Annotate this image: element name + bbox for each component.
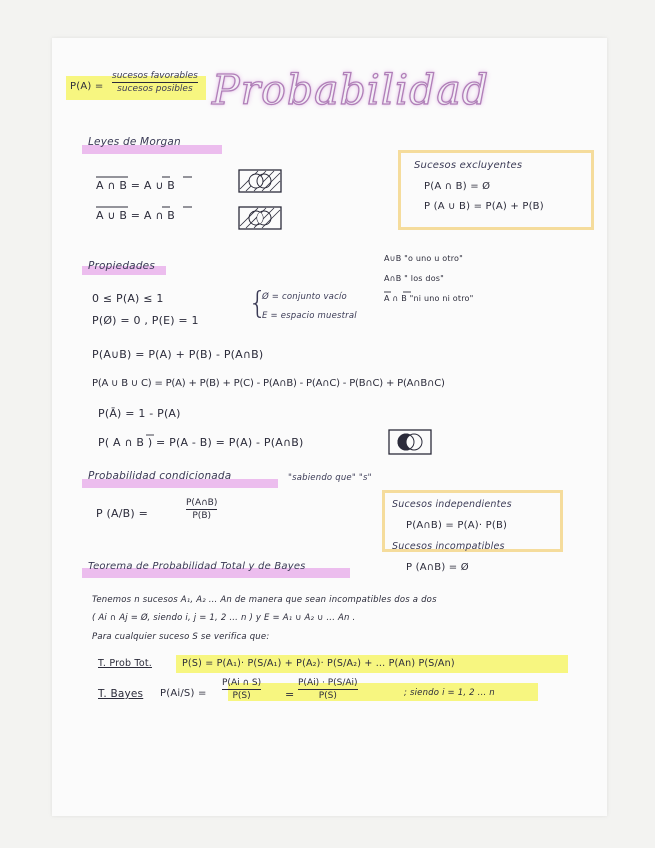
incompatible-title: Sucesos incompatibles [392, 541, 505, 552]
property-1: 0 ≤ P(A) ≤ 1 [92, 292, 164, 305]
conditional-fraction [186, 498, 217, 521]
page-title: Probabilidad [212, 66, 490, 114]
venn-diagram-icon [388, 429, 432, 455]
bayes-line-2: ( Ai ∩ Aj = Ø, siendo i, j = 1, 2 ... n ) y E = A₁ ∪ A₂ ∪ ... An . [92, 613, 356, 623]
property-6-overline [98, 433, 178, 437]
properties-heading: Propiedades [88, 260, 156, 272]
bayes-fraction-1 [222, 678, 261, 701]
bayes-label: T. Bayes [98, 688, 144, 700]
property-5: P(Ā) = 1 - P(A) [98, 407, 181, 420]
independent-title: Sucesos independientes [392, 499, 512, 510]
conditional-lhs: P (A/B) = [96, 507, 149, 520]
empty-set-note: Ø = conjunto vacío [262, 292, 347, 302]
conditional-numerator: P(A∩B) [186, 498, 218, 508]
note-intersection: A∩B " los dos" [384, 274, 445, 283]
venn-diagram-icon [238, 169, 282, 193]
note-overline [384, 290, 424, 294]
sample-space-note: E = espacio muestral [262, 311, 357, 321]
bayes-line-1: Tenemos n sucesos A₁, A₂ ... An de manera que sean incompatibles dos a dos [92, 595, 437, 605]
property-3: P(A∪B) = P(A) + P(B) - P(A∩B) [92, 348, 264, 361]
bayes-equals: = [285, 688, 295, 701]
exclusive-title: Sucesos excluyentes [414, 160, 523, 171]
laplace-numerator: sucesos favorables [112, 71, 198, 81]
note-union: A∪B "o uno u otro" [384, 254, 463, 263]
independent-line-1: P(A∩B) = P(A)· P(B) [406, 520, 508, 531]
exclusive-line-1: P(A ∩ B) = Ø [424, 181, 491, 192]
morgan-overline-2 [96, 204, 216, 210]
bayes-lhs: P(Ai/S) = [160, 688, 207, 699]
conditional-denominator: P(B) [192, 511, 211, 521]
bayes-denominator-2: P(S) [318, 691, 337, 701]
laplace-lhs: P(A) = [70, 81, 104, 92]
bayes-numerator-2: P(Ai) · P(S/Ai) [298, 678, 358, 688]
property-4: P(A ∪ B ∪ C) = P(A) + P(B) + P(C) - P(A∩B) - P(A∩C) - P(B∩C) + P(A∩B∩C) [92, 378, 445, 389]
bayes-tail: ; siendo i = 1, 2 ... n [404, 688, 495, 698]
bayes-numerator-1: P(Ai ∩ S) [222, 678, 262, 688]
morgan-overline-1 [96, 174, 216, 180]
laplace-fraction [112, 71, 198, 94]
conditional-heading: Probabilidad condicionada [88, 470, 232, 482]
bayes-heading: Teorema de Probabilidad Total y de Bayes [88, 561, 306, 572]
bayes-fraction-2 [298, 678, 358, 701]
laplace-denominator: sucesos posibles [117, 84, 193, 94]
total-probability-label: T. Prob Tot. [98, 658, 152, 669]
bayes-line-3: Para cualquier suceso S se verifica que: [92, 632, 270, 642]
exclusive-line-2: P (A ∪ B) = P(A) + P(B) [424, 201, 544, 212]
brace: { [248, 286, 268, 321]
property-6: P( A ∩ B ) = P(A - B) = P(A) - P(A∩B) [98, 436, 304, 449]
note-neither: A ∩ B "ni uno ni otro" [384, 294, 474, 303]
morgan-law-1: A ∩ B = A ∪ B [96, 179, 176, 192]
conditional-note: "sabiendo que" "s" [288, 473, 372, 483]
morgan-heading: Leyes de Morgan [88, 136, 181, 148]
bayes-denominator-1: P(S) [232, 691, 251, 701]
notes-sheet [52, 38, 607, 816]
property-2: P(Ø) = 0 , P(E) = 1 [92, 314, 199, 327]
venn-diagram-icon [238, 206, 282, 230]
morgan-law-2: A ∪ B = A ∩ B [96, 209, 176, 222]
incompatible-line: P (A∩B) = Ø [406, 562, 469, 573]
total-probability-formula: P(S) = P(A₁)· P(S/A₁) + P(A₂)· P(S/A₂) + ... P(An) P(S/An) [182, 658, 455, 669]
